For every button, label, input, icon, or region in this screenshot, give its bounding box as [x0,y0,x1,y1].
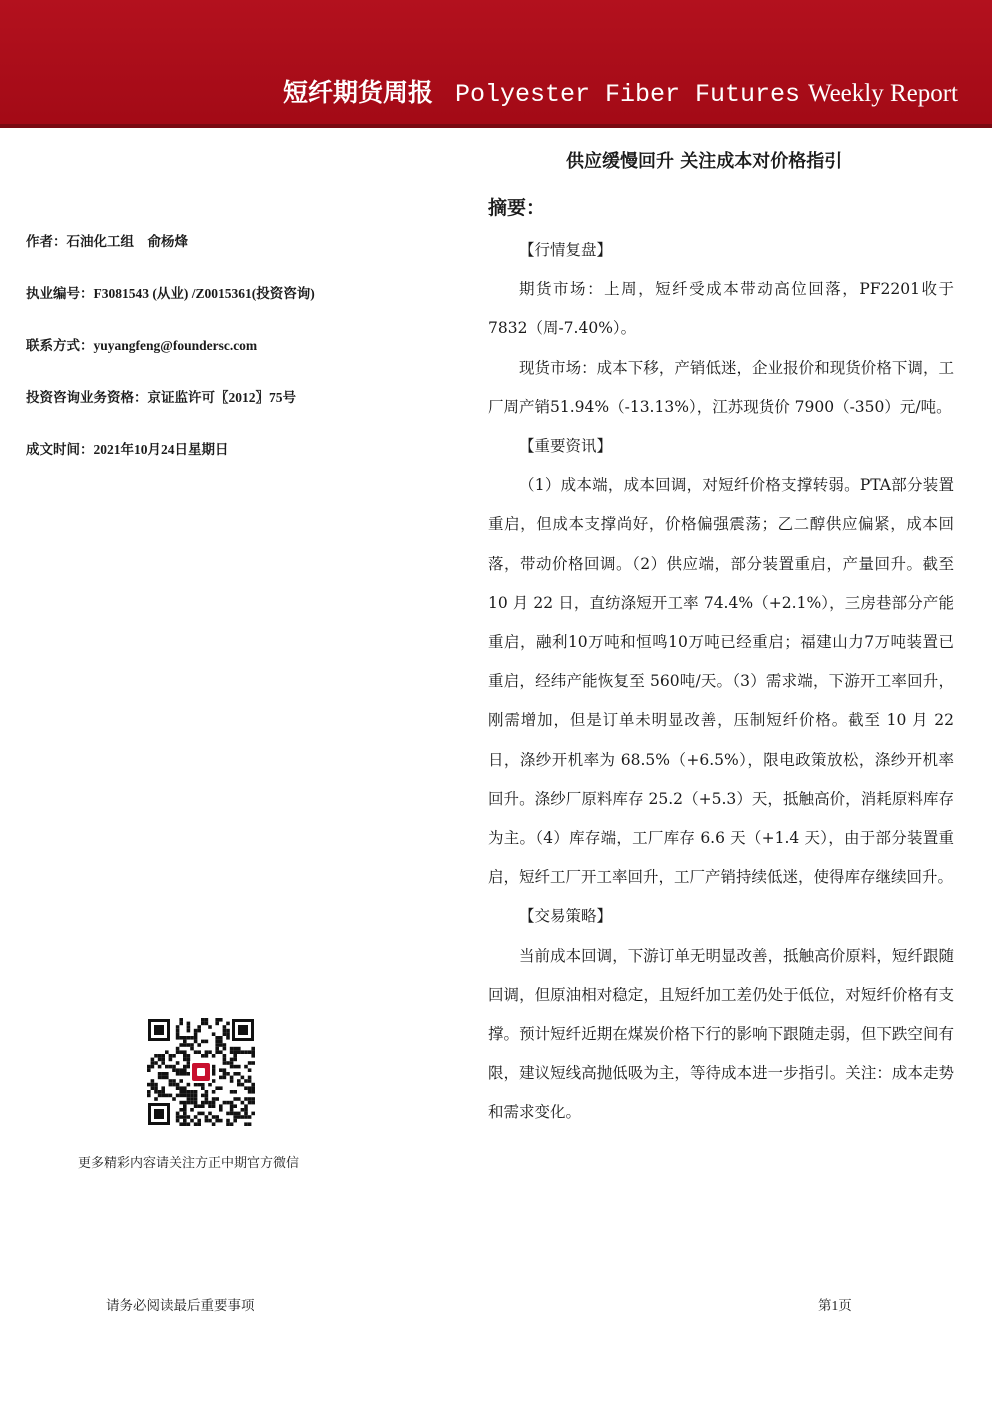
section-heading-news: 【重要资讯】 [519,437,613,456]
author-line: 作者：石油化工组 俞杨烽 [26,234,188,249]
license-number: 执业编号：F3081543 (从业) /Z0015361(投资咨询) [26,286,315,301]
qr-caption: 更多精彩内容请关注方正中期官方微信 [78,1156,300,1171]
spot-market-paragraph: 现货市场：成本下移，产销低迷，企业报价和现货价格下调，工厂周产销51.94%（-13.13%），江苏现货价 7900（-350）元/吨。 [488,358,954,416]
contact-email[interactable]: 联系方式：yuyangfeng@foundersc.com [26,338,258,353]
header-divider [0,124,992,128]
page-number: 第1页 [818,1298,852,1313]
header-title-cn: 短纤期货周报 [282,78,433,107]
qr-code-graphic [146,1017,256,1127]
news-paragraph: （1）成本端，成本回调，对短纤价格支撑转弱。PTA部分装置重启，但成本支撑尚好，价格偏强震荡；乙二醇供应偏紧，成本回落，带动价格回调。（2）供应端，部分装置重启，产量回升。截至 10 月 22 日，直纺涤短开工率 74.4%（+2.1%），三房巷部分产能重启，融利10万吨和恒鸣10万吨已经重启；福建山力7万吨装置已重启，经纬产能恢复至 560吨/天。（3）需求端，下游开工率回升，刚需增加，但是订单未明显改善，压制短纤价格。截至 10 月 22 日，涤纱开机率为 68.5%（+6.5%），限电政策放松，涤纱开机率回升。涤纱厂原料库存 25.2（+5.3）天，抵触高价，消耗原料库存为主。（4）库存端，工厂库存 6.6 天（+1.4 天），由于部分装置重启，短纤工厂开工率回升，工厂产销持续低迷，使得库存继续回升。 [488,476,954,887]
section-heading-review: 【行情复盘】 [519,241,613,259]
publish-date: 成文时间：2021年10月24日星期日 [26,442,229,457]
qualification-line: 投资咨询业务资格：京证监许可〖2012〗75号 [26,390,296,405]
author-info [26,232,466,492]
summary-label: 摘要： [488,197,546,219]
section-heading-strategy: 【交易策略】 [519,907,613,926]
qr-code-icon [146,1017,256,1127]
header-title-en: Polyester Fiber Futures [454,80,801,109]
report-title: 供应缓慢回升 关注成本对价格指引 [566,151,843,172]
footer-notice: 请务必阅读最后重要事项 [106,1298,255,1314]
futures-market-paragraph: 期货市场：上周，短纤受成本带动高位回落，PF2201收于 7832（周-7.40%）。 [488,280,954,338]
strategy-paragraph: 当前成本回调，下游订单无明显改善，抵触高价原料，短纤跟随回调，但原油相对稳定，且短纤加工差仍处于低位，对短纤价格有支撑。预计短纤近期在煤炭价格下行的影响下跟随走弱，但下跌空间有限，建议短线高抛低吸为主，等待成本进一步指引。关注：成本走势和需求变化。 [488,946,954,1122]
header-title-en-weekly: Weekly Report [807,80,958,107]
header-title [283,80,958,107]
report-header-banner [0,0,992,124]
summary-body [488,231,954,1133]
